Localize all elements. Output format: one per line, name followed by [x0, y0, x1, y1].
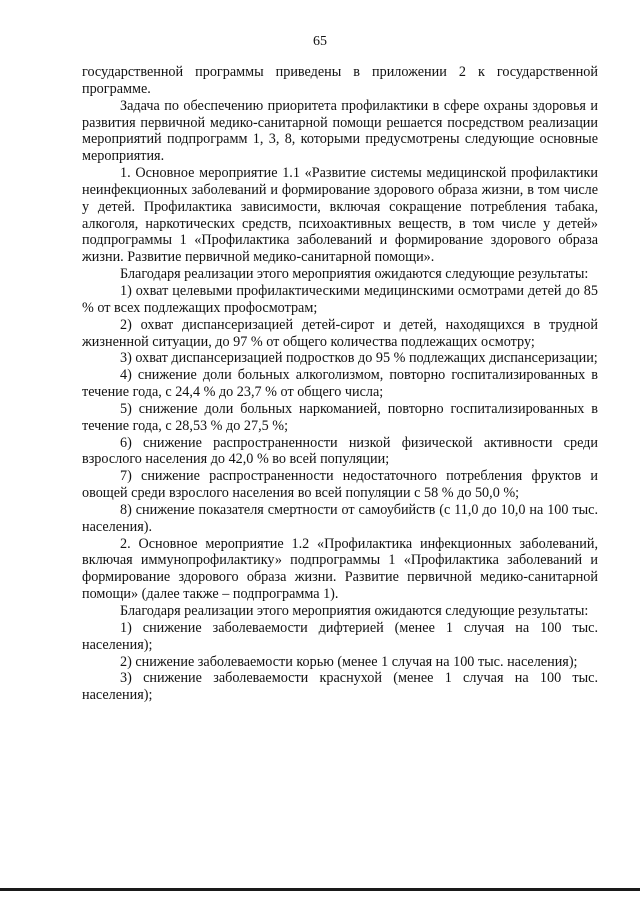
paragraph-results-intro-2: Благодаря реализации этого мероприятия ожидаются следующие результаты: — [120, 603, 589, 619]
result-item-1: 1) охват целевыми профилактическими медицинскими осмотрами детей до 85 % от всех подлежащих профосмотрам; — [82, 282, 598, 316]
paragraph-measure-1-1: 1. Основное мероприятие 1.1 «Развитие системы медицинской профилактики неинфекционных заболеваний и формирование здорового образа жизни, в том числе у детей. Профилактика зависимости, включая сокращение потребления табака, алкоголя, наркотических средств, психоактивных веществ, в том числе у детей» подпрограммы 1 «Профилактика заболеваний и формирование здорового образа жизни. Развитие первичной медико-санитарной помощи». — [82, 165, 598, 266]
result-item-rubella: 3) снижение заболеваемости краснухой (менее 1 случая на 100 тыс. населения); — [82, 670, 598, 704]
result-item-5: 5) снижение доли больных наркоманией, повторно госпитализированных в течение года, с 28,53 % до 27,5 %; — [82, 400, 598, 434]
result-item-7: 7) снижение распространенности недостаточного потребления фруктов и овощей среди взрослого населения во всей популяции с 58 % до 50,0 %; — [82, 468, 598, 502]
result-item-6: 6) снижение распространенности низкой физической активности среди взрослого населения до 42,0 % во всей популяции; — [82, 434, 598, 468]
result-item-3: 3) охват диспансеризацией подростков до 95 % подлежащих диспансеризации; — [120, 350, 598, 367]
result-item-4: 4) снижение доли больных алкоголизмом, повторно госпитализированных в течение года, с 24,4 % до 23,7 % от общего числа; — [82, 367, 598, 401]
paragraph-task-statement: Задача по обеспечению приоритета профилактики в сфере охраны здоровья и развития первичной медико-санитарной помощи решается посредством реализации мероприятий подпрограмм 1, 3, 8, которыми предусмотрены следующие основные мероприятия. — [82, 97, 598, 165]
result-item-2: 2) охват диспансеризацией детей-сирот и детей, находящихся в трудной жизненной ситуации, до 97 % от общего количества подлежащих осмотру; — [82, 316, 598, 350]
paragraph-results-intro-1: Благодаря реализации этого мероприятия ожидаются следующие результаты: — [120, 266, 589, 283]
document-body — [82, 64, 598, 704]
paragraph-continuation: государственной программы приведены в приложении 2 к государственной программе. — [82, 64, 598, 97]
result-item-8: 8) снижение показателя смертности от самоубийств (с 11,0 до 10,0 на 100 тыс. населения). — [82, 501, 598, 535]
result-item-diphtheria: 1) снижение заболеваемости дифтерией (менее 1 случая на 100 тыс. населения); — [82, 619, 598, 653]
page-bottom-edge — [0, 888, 640, 891]
paragraph-measure-1-2: 2. Основное мероприятие 1.2 «Профилактика инфекционных заболеваний, включая иммунопрофилактику» подпрограммы 1 «Профилактика заболеваний и формирование здорового образа жизни. Развитие первичной медико-санитарной помощи» (далее также – подпрограмма 1). — [82, 535, 598, 603]
page-number: 65 — [313, 34, 327, 49]
result-item-measles: 2) снижение заболеваемости корью (менее 1 случая на 100 тыс. населения); — [120, 653, 578, 670]
